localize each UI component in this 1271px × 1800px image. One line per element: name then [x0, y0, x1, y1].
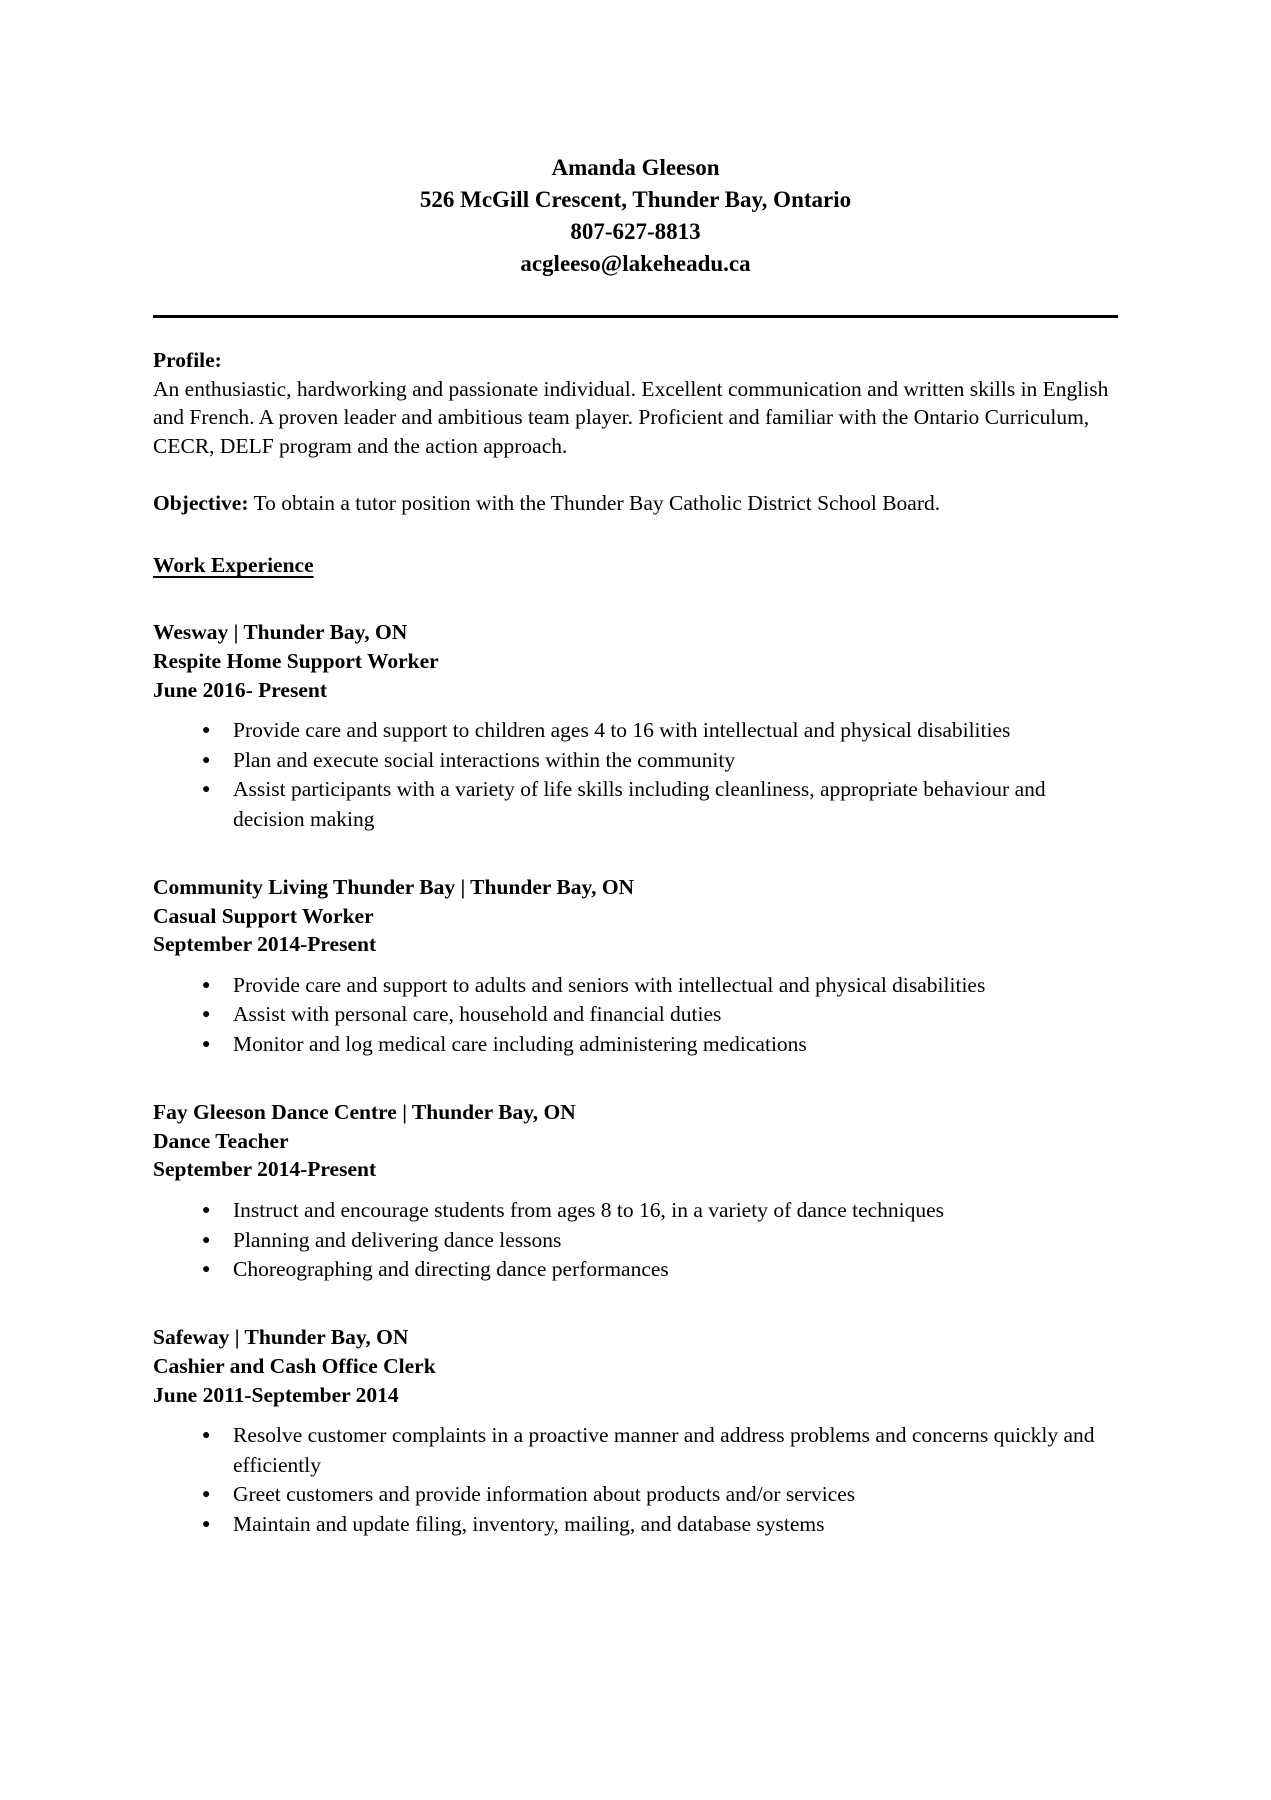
employer-line: Fay Gleeson Dance Centre | Thunder Bay, ON [153, 1100, 576, 1125]
job-title: Dance Teacher [153, 1128, 289, 1153]
bullet-item [202, 971, 1108, 1001]
bullet-text: Assist with personal care, household and financial duties [233, 1002, 722, 1027]
job-title: Respite Home Support Worker [153, 648, 439, 673]
bullet-item [202, 775, 1108, 834]
job-bullet-list [153, 1196, 1118, 1285]
blank-line [153, 1285, 1118, 1314]
bullet-icon: ● [202, 1037, 211, 1053]
bullet-icon: ● [202, 977, 211, 993]
bullet-icon: ● [202, 752, 211, 768]
job-title: Cashier and Cash Office Clerk [153, 1354, 436, 1378]
objective-label: Objective: [153, 490, 249, 515]
job-dates: June 2011-September 2014 [153, 1382, 399, 1407]
job-block-community-living [153, 873, 1118, 1060]
bullet-icon: ● [202, 1232, 211, 1248]
job-bullet-list [153, 716, 1118, 834]
bullet-text: Provide care and support to children ages 4 to 16 with intellectual and physical disabilities [233, 718, 1011, 743]
bullet-icon: ● [202, 1203, 211, 1219]
header-name: Amanda Gleeson [551, 155, 720, 180]
bullet-text: Instruct and encourage students from ages 8 to 16, in a variety of dance techniques [233, 1198, 945, 1223]
header-divider-line [153, 315, 1118, 318]
bullet-text: Planning and delivering dance lessons [233, 1227, 562, 1252]
resume-header [153, 152, 1118, 280]
job-bullet-list [153, 971, 1118, 1060]
job-block-fay-gleeson [153, 1098, 1118, 1285]
header-email: acgleeso@lakeheadu.ca [520, 251, 751, 276]
header-address: 526 McGill Crescent, Thunder Bay, Ontario [419, 187, 852, 212]
blank-line [153, 518, 1118, 547]
bullet-text: Monitor and log medical care including administering medications [233, 1032, 807, 1057]
bullet-item [202, 1000, 1108, 1030]
bullet-text: Greet customers and provide information about products and/or services [233, 1482, 856, 1507]
bullet-icon: ● [202, 1516, 211, 1532]
bullet-text: Maintain and update filing, inventory, mailing, and database systems [233, 1511, 825, 1536]
bullet-item [202, 1421, 1108, 1480]
job-block-safeway [153, 1323, 1118, 1539]
blank-line [153, 835, 1118, 864]
bullet-icon: ● [202, 723, 211, 739]
employer-line: Community Living Thunder Bay | Thunder Bay, ON [153, 875, 635, 900]
employer-line: Safeway | Thunder Bay, ON [153, 1325, 409, 1350]
bullet-item [202, 1255, 1108, 1285]
job-dates: September 2014-Present [153, 932, 377, 957]
bullet-icon: ● [202, 1487, 211, 1503]
profile-label: Profile: [153, 348, 222, 372]
job-bullet-list [153, 1421, 1118, 1539]
bullet-icon: ● [202, 1428, 211, 1444]
bullet-text: Plan and execute social interactions within the community [233, 747, 736, 772]
profile-text: An enthusiastic, hardworking and passionate individual. Excellent communication and written skills in English and French. A proven leader and ambitious team player. Proficient and familiar with the Ontario Curriculum, CECR, DELF program and the action approach. [153, 376, 1109, 458]
employer-line: Wesway | Thunder Bay, ON [153, 620, 408, 645]
bullet-text: Resolve customer complaints in a proactive manner and address problems and concerns quickly and efficiently [233, 1423, 1095, 1477]
bullet-item [202, 1510, 1108, 1540]
job-title: Casual Support Worker [153, 903, 374, 928]
objective-text: To obtain a tutor position with the Thunder Bay Catholic District School Board. [253, 490, 941, 515]
bullet-text: Assist participants with a variety of life skills including cleanliness, appropriate behaviour and decision making [233, 777, 1046, 831]
job-block-wesway [153, 618, 1118, 834]
header-phone: 807-627-8813 [570, 219, 701, 244]
blank-line [153, 580, 1118, 609]
bullet-item [202, 716, 1108, 746]
objective-section [153, 489, 1118, 518]
bullet-text: Provide care and support to adults and seniors with intellectual and physical disabilities [233, 972, 986, 997]
bullet-icon: ● [202, 1007, 211, 1023]
bullet-icon: ● [202, 782, 211, 798]
profile-section [153, 346, 1118, 460]
work-experience-heading: Work Experience [153, 553, 314, 578]
blank-line [153, 1060, 1118, 1089]
bullet-item [202, 746, 1108, 776]
job-dates: June 2016- Present [153, 677, 327, 702]
job-dates: September 2014-Present [153, 1157, 377, 1182]
bullet-item [202, 1480, 1108, 1510]
bullet-icon: ● [202, 1262, 211, 1278]
bullet-item [202, 1196, 1108, 1226]
bullet-item [202, 1030, 1108, 1060]
bullet-item [202, 1226, 1108, 1256]
blank-line [153, 460, 1118, 489]
bullet-text: Choreographing and directing dance performances [233, 1257, 669, 1282]
